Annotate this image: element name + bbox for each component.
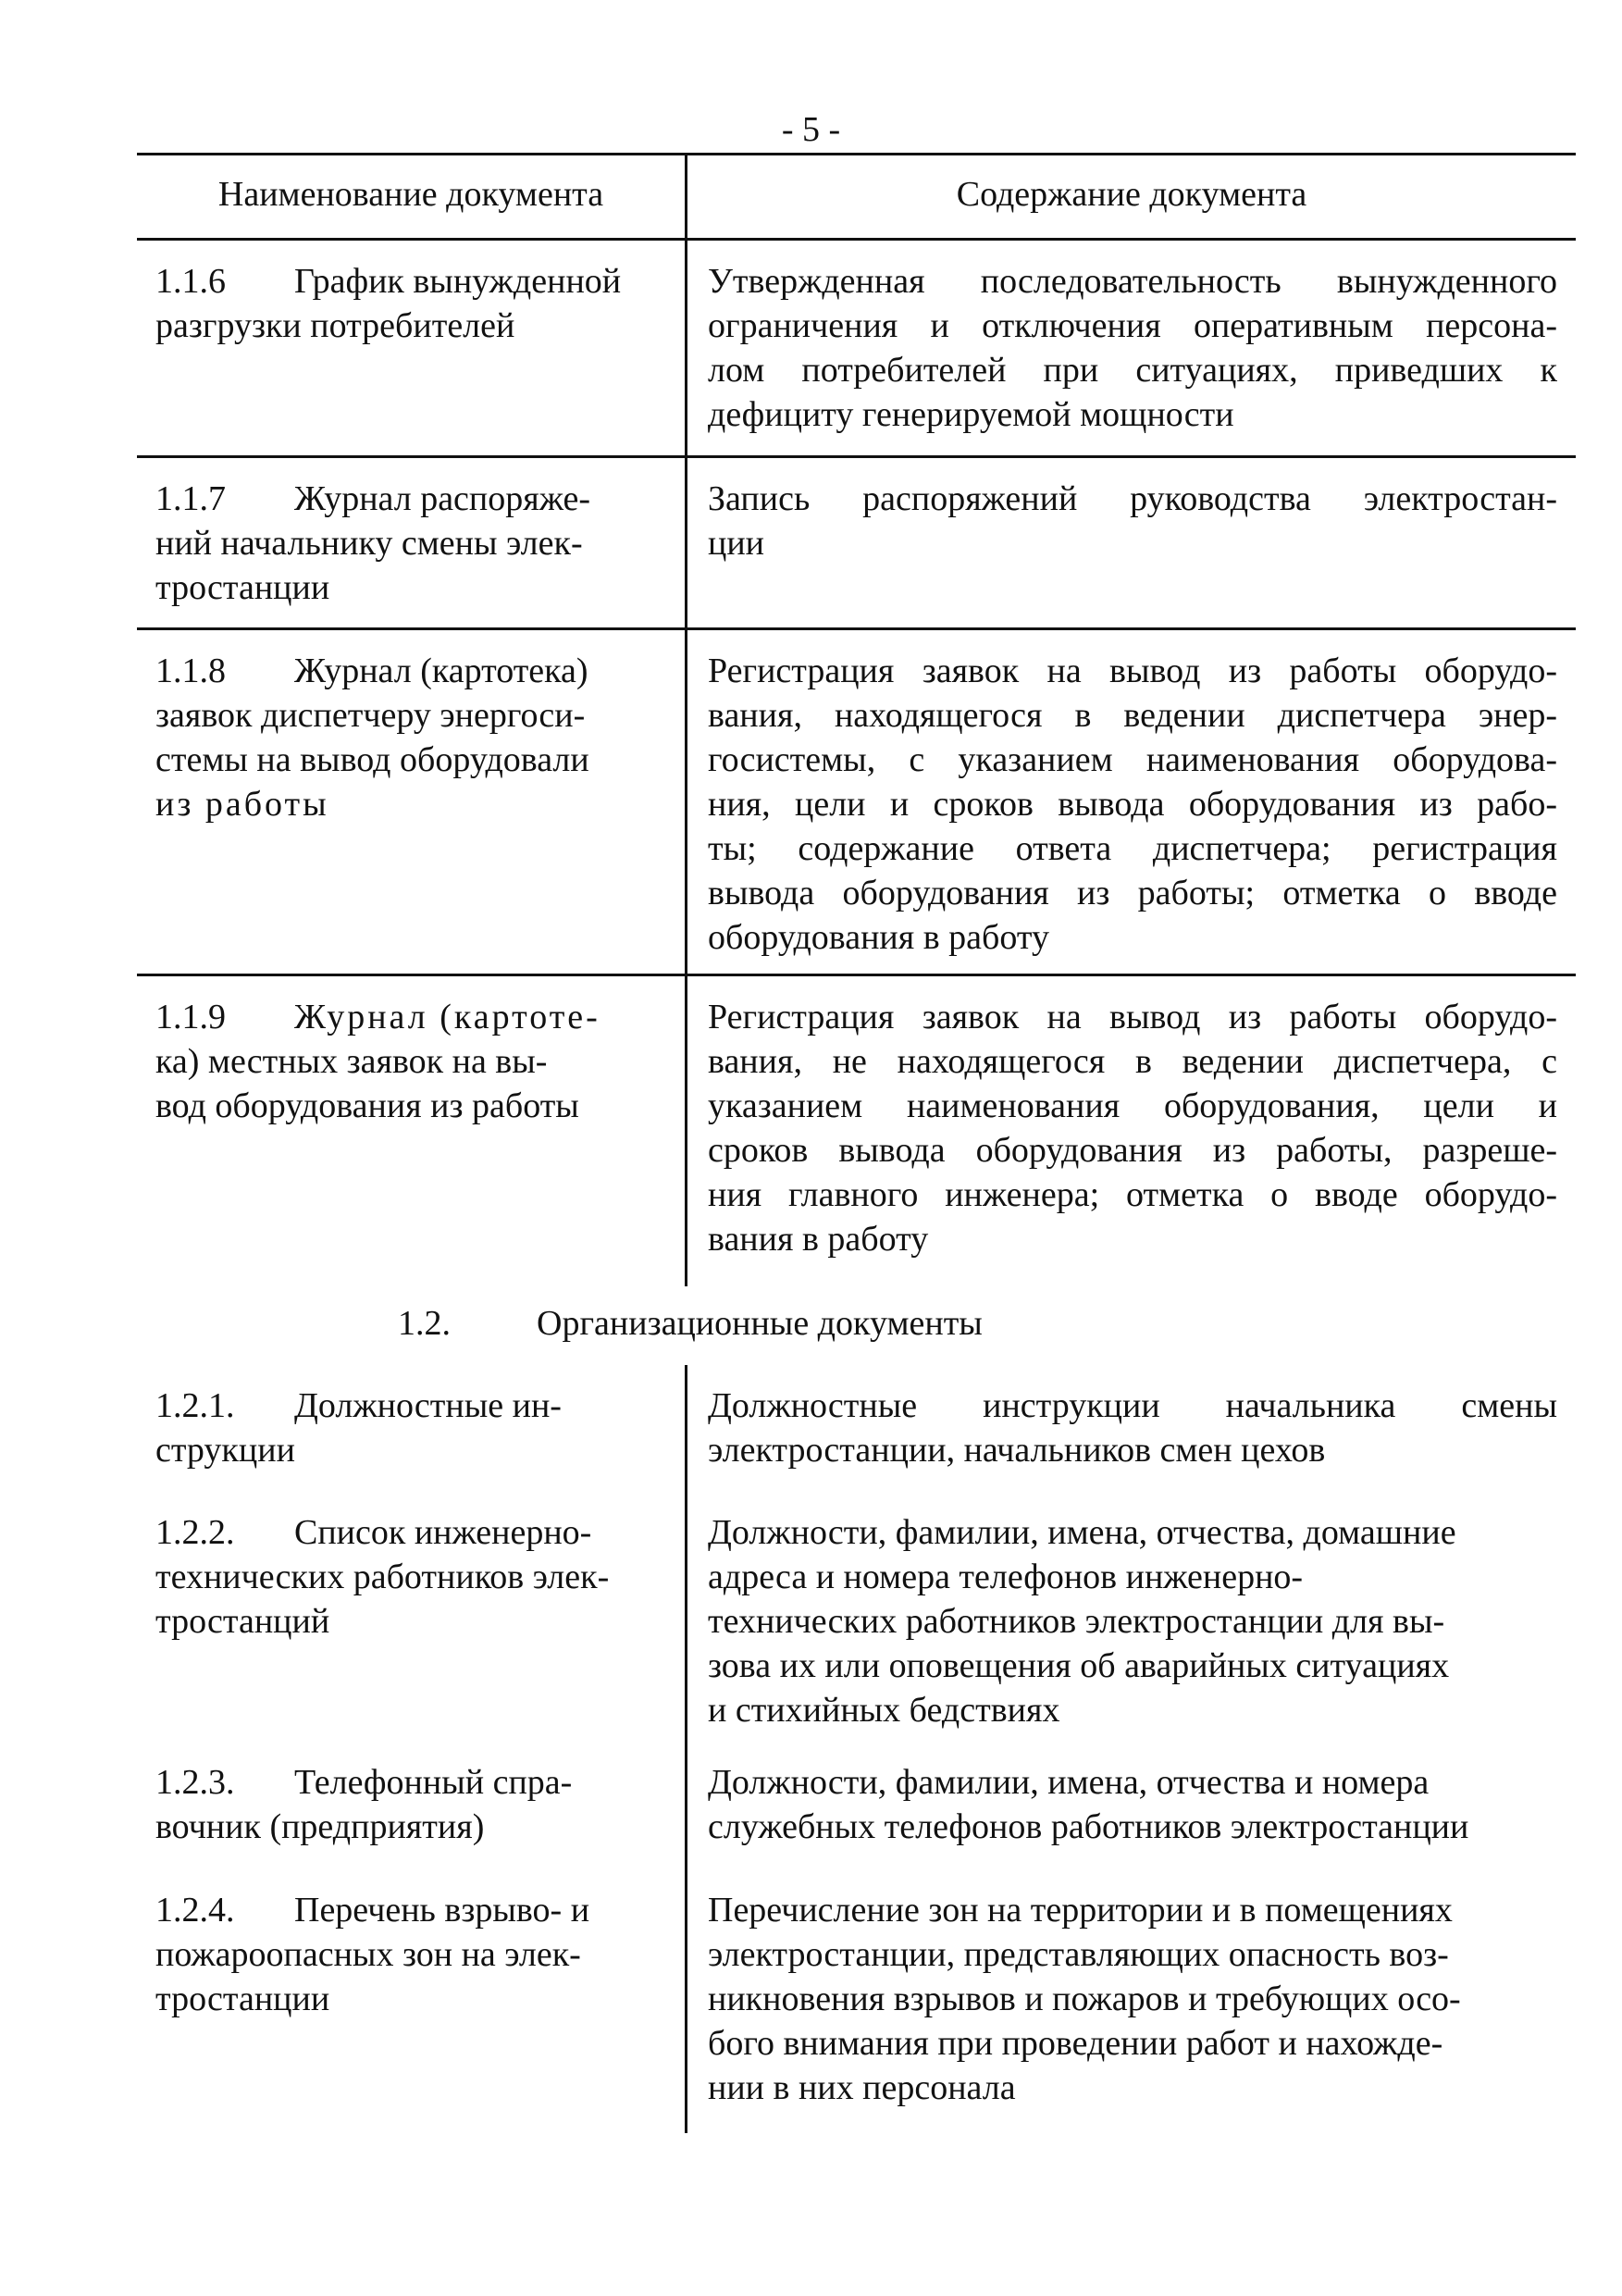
name-line: стемы на вывод оборудовали — [155, 740, 589, 779]
column-divider — [685, 153, 687, 1286]
section-heading — [398, 1300, 983, 1347]
column-header-content: Содержание документа — [956, 175, 1307, 214]
row-divider — [137, 974, 1576, 976]
row-divider — [137, 627, 1576, 630]
content-line: ты; содержание ответа диспетчера; регистрация — [708, 829, 1557, 868]
table-row-name — [155, 1384, 660, 1472]
name-line — [155, 995, 660, 1039]
name-line — [155, 1760, 660, 1805]
table-row-name — [155, 649, 660, 826]
item-number: 1.1.9 — [155, 998, 226, 1036]
content-line: технических работников электростанции для вы- — [708, 1602, 1445, 1641]
content-line: дефициту генерируемой мощности — [708, 395, 1234, 434]
table-row-content — [708, 477, 1557, 565]
name-line: вод оборудования из работы — [155, 1086, 579, 1125]
name-text: График вынужденной — [294, 262, 622, 301]
content-line: и стихийных бедствиях — [708, 1691, 1060, 1730]
name-line: тростанций — [155, 1602, 330, 1641]
table-row-content — [708, 259, 1557, 437]
name-text: Должностные ин- — [294, 1386, 562, 1425]
table-top-rule — [137, 153, 1576, 155]
page-number: - 5 - — [781, 110, 841, 149]
name-line: из работы — [155, 785, 329, 824]
name-line — [155, 1888, 660, 1932]
content-line: ции — [708, 524, 765, 563]
item-number: 1.2.3. — [155, 1763, 235, 1802]
table-row-name — [155, 1510, 660, 1644]
section-number: 1.2. — [398, 1304, 451, 1343]
header-bottom-rule — [137, 238, 1576, 241]
content-line: Утвержденная последовательность вынужденного — [708, 262, 1557, 301]
name-text: Журнал распоряже- — [294, 479, 591, 518]
table-row-content — [708, 1510, 1557, 1732]
table-row-content — [708, 649, 1557, 960]
name-text: Список инженерно- — [294, 1513, 592, 1552]
content-line: Должности, фамилии, имена, отчества, домашние — [708, 1513, 1456, 1552]
content-line: Регистрация заявок на вывод из работы оборудо- — [708, 998, 1557, 1036]
item-number: 1.2.4. — [155, 1891, 235, 1930]
name-line — [155, 1384, 660, 1428]
content-line: вывода оборудования из работы; отметка о вводе — [708, 874, 1557, 912]
name-text: Журнал (картоте- — [294, 998, 601, 1036]
table-row-content — [708, 1760, 1557, 1849]
content-line: вания, не находящегося в ведении диспетчера, с — [708, 1042, 1557, 1081]
content-line: Должности, фамилии, имена, отчества и номера — [708, 1763, 1430, 1802]
table-row-content — [708, 1384, 1557, 1472]
content-line: никновения взрывов и пожаров и требующих осо- — [708, 1980, 1461, 2018]
name-text: Телефонный спра- — [294, 1763, 573, 1802]
content-line: оборудования в работу — [708, 918, 1049, 957]
content-line: лом потребителей при ситуациях, приведших к — [708, 351, 1557, 390]
item-number: 1.1.6 — [155, 262, 226, 301]
content-line: Перечисление зон на территории и в помещениях — [708, 1891, 1453, 1930]
name-line — [155, 477, 660, 521]
content-line: госистемы, с указанием наименования оборудова- — [708, 740, 1557, 779]
name-line: ний начальнику смены элек- — [155, 524, 583, 563]
content-line: Должностные инструкции начальника смены — [708, 1386, 1557, 1425]
content-line: указанием наименования оборудования, цели и — [708, 1086, 1557, 1125]
table-row-name — [155, 1760, 660, 1849]
content-line: ограничения и отключения оперативным персона- — [708, 306, 1557, 345]
content-line: адреса и номера телефонов инженерно- — [708, 1558, 1304, 1596]
name-line: вочник (предприятия) — [155, 1807, 485, 1846]
name-line — [155, 1510, 660, 1555]
name-line: заявок диспетчеру энергоси- — [155, 696, 586, 735]
content-line: вания, находящегося в ведении диспетчера энер- — [708, 696, 1557, 735]
name-line: разгрузки потребителей — [155, 306, 515, 345]
item-number: 1.2.1. — [155, 1386, 235, 1425]
content-line: ния главного инженера; отметка о вводе оборудо- — [708, 1175, 1557, 1214]
item-number: 1.2.2. — [155, 1513, 235, 1552]
content-line: ния, цели и сроков вывода оборудования из рабо- — [708, 785, 1557, 824]
table-row-name — [155, 995, 660, 1128]
table-row-name — [155, 1888, 660, 2021]
content-line: Запись распоряжений руководства электростан- — [708, 479, 1557, 518]
name-text: Журнал (картотека) — [294, 652, 588, 690]
name-line — [155, 259, 660, 304]
name-line: тростанции — [155, 568, 330, 607]
name-line: ка) местных заявок на вы- — [155, 1042, 548, 1081]
content-line: зова их или оповещения об аварийных ситуациях — [708, 1646, 1450, 1685]
content-line: бого внимания при проведении работ и нахожде- — [708, 2024, 1443, 2063]
content-line: нии в них персонала — [708, 2068, 1016, 2107]
name-line: технических работников элек- — [155, 1558, 610, 1596]
name-text: Перечень взрыво- и — [294, 1891, 590, 1930]
table-row-name — [155, 259, 660, 348]
name-line — [155, 649, 660, 693]
item-number: 1.1.7 — [155, 479, 226, 518]
table-row-name — [155, 477, 660, 610]
name-line: струкции — [155, 1431, 295, 1470]
content-line: сроков вывода оборудования из работы, разреше- — [708, 1131, 1557, 1170]
table-row-content — [708, 1888, 1557, 2110]
content-line: электростанции, представляющих опасность воз- — [708, 1935, 1449, 1974]
row-divider — [137, 455, 1576, 458]
content-line: Регистрация заявок на вывод из работы оборудо- — [708, 652, 1557, 690]
column-header-name: Наименование документа — [217, 175, 604, 214]
content-line: служебных телефонов работников электростанции — [708, 1807, 1469, 1846]
name-line: пожароопасных зон на элек- — [155, 1935, 581, 1974]
section-title: Организационные документы — [537, 1304, 983, 1343]
column-divider — [685, 1365, 687, 2133]
item-number: 1.1.8 — [155, 652, 226, 690]
table-row-content — [708, 995, 1557, 1261]
content-line: вания в работу — [708, 1220, 929, 1259]
name-line: тростанции — [155, 1980, 330, 2018]
content-line: электростанции, начальников смен цехов — [708, 1431, 1326, 1470]
